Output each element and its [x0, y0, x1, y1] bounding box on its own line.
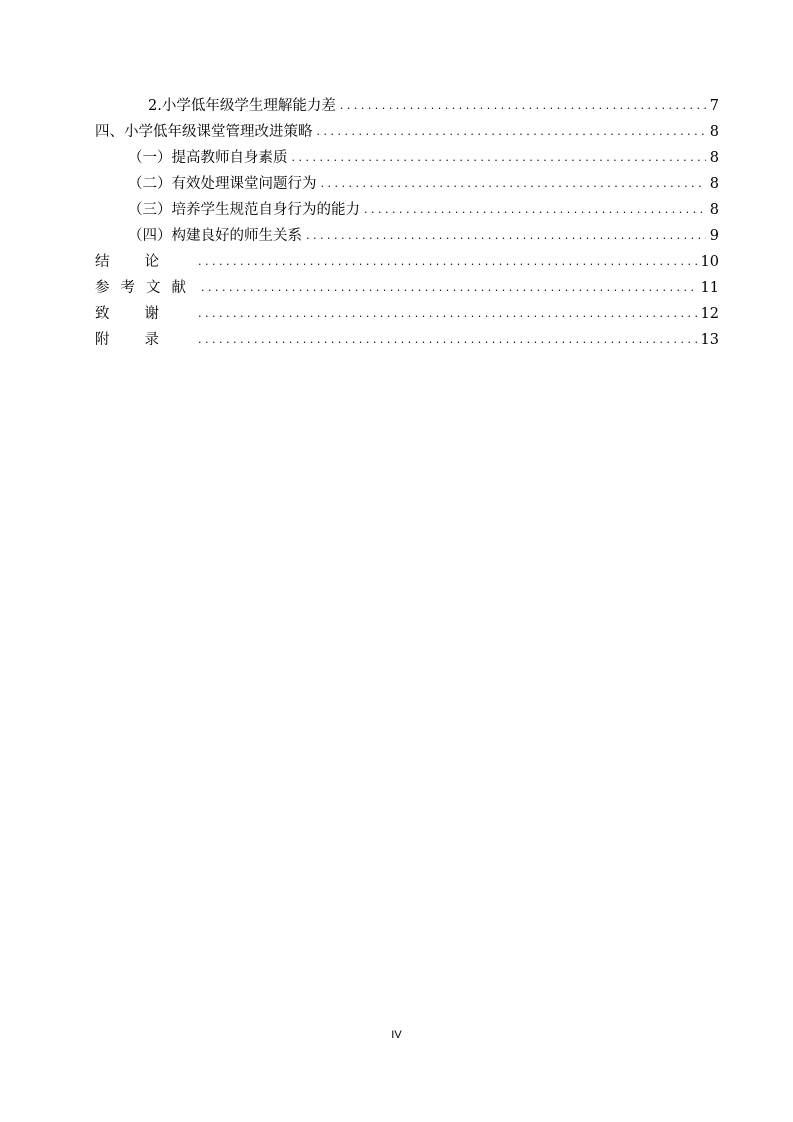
- toc-entry-page: 8: [709, 150, 719, 166]
- toc-entry-title: （二）有效处理课堂问题行为: [128, 176, 317, 192]
- toc-leader-dots: [321, 171, 707, 197]
- toc-entry-page: 13: [700, 332, 719, 348]
- toc-entry[interactable]: [95, 327, 719, 353]
- toc-entry-title: 结论: [95, 254, 194, 270]
- toc-leader-dots: [292, 145, 707, 171]
- toc-entry-page: 8: [709, 124, 719, 140]
- toc-entry-title: 附录: [95, 332, 194, 348]
- toc-leader-dots: [201, 275, 698, 301]
- toc-entry[interactable]: [95, 249, 719, 275]
- toc-leader-dots: [306, 223, 706, 249]
- toc-entry-page: 8: [709, 176, 719, 192]
- toc-leader-dots: [317, 119, 707, 145]
- toc-entry-page: 7: [709, 98, 719, 114]
- toc-entry-page: 9: [709, 228, 719, 244]
- page-number-footer: IV: [391, 1029, 402, 1041]
- toc-entry-title: （一）提高教师自身素质: [128, 150, 288, 166]
- toc-entry[interactable]: [95, 275, 719, 301]
- toc-entry-page: 8: [709, 202, 719, 218]
- toc-entry[interactable]: [95, 145, 719, 171]
- toc-leader-dots: [340, 93, 706, 119]
- table-of-contents: [95, 93, 719, 353]
- toc-entry-page: 11: [700, 280, 719, 296]
- toc-entry[interactable]: [95, 171, 719, 197]
- toc-entry-page: 12: [700, 306, 719, 322]
- toc-entry[interactable]: [95, 93, 719, 119]
- toc-entry[interactable]: [95, 197, 719, 223]
- toc-entry[interactable]: [95, 223, 719, 249]
- toc-entry-title: 2.小学低年级学生理解能力差: [148, 98, 336, 114]
- toc-entry-title: 四、小学低年级课堂管理改进策略: [95, 124, 313, 140]
- toc-entry-page: 10: [700, 254, 719, 270]
- toc-leader-dots: [198, 301, 698, 327]
- toc-leader-dots: [198, 249, 698, 275]
- toc-entry-title: （四）构建良好的师生关系: [128, 228, 302, 244]
- toc-entry-title: 参考文献: [95, 280, 197, 296]
- toc-entry-title: （三）培养学生规范自身行为的能力: [128, 202, 360, 218]
- toc-entry-title: 致谢: [95, 306, 194, 322]
- toc-leader-dots: [198, 327, 698, 353]
- toc-entry[interactable]: [95, 119, 719, 145]
- toc-leader-dots: [364, 197, 706, 223]
- toc-entry[interactable]: [95, 301, 719, 327]
